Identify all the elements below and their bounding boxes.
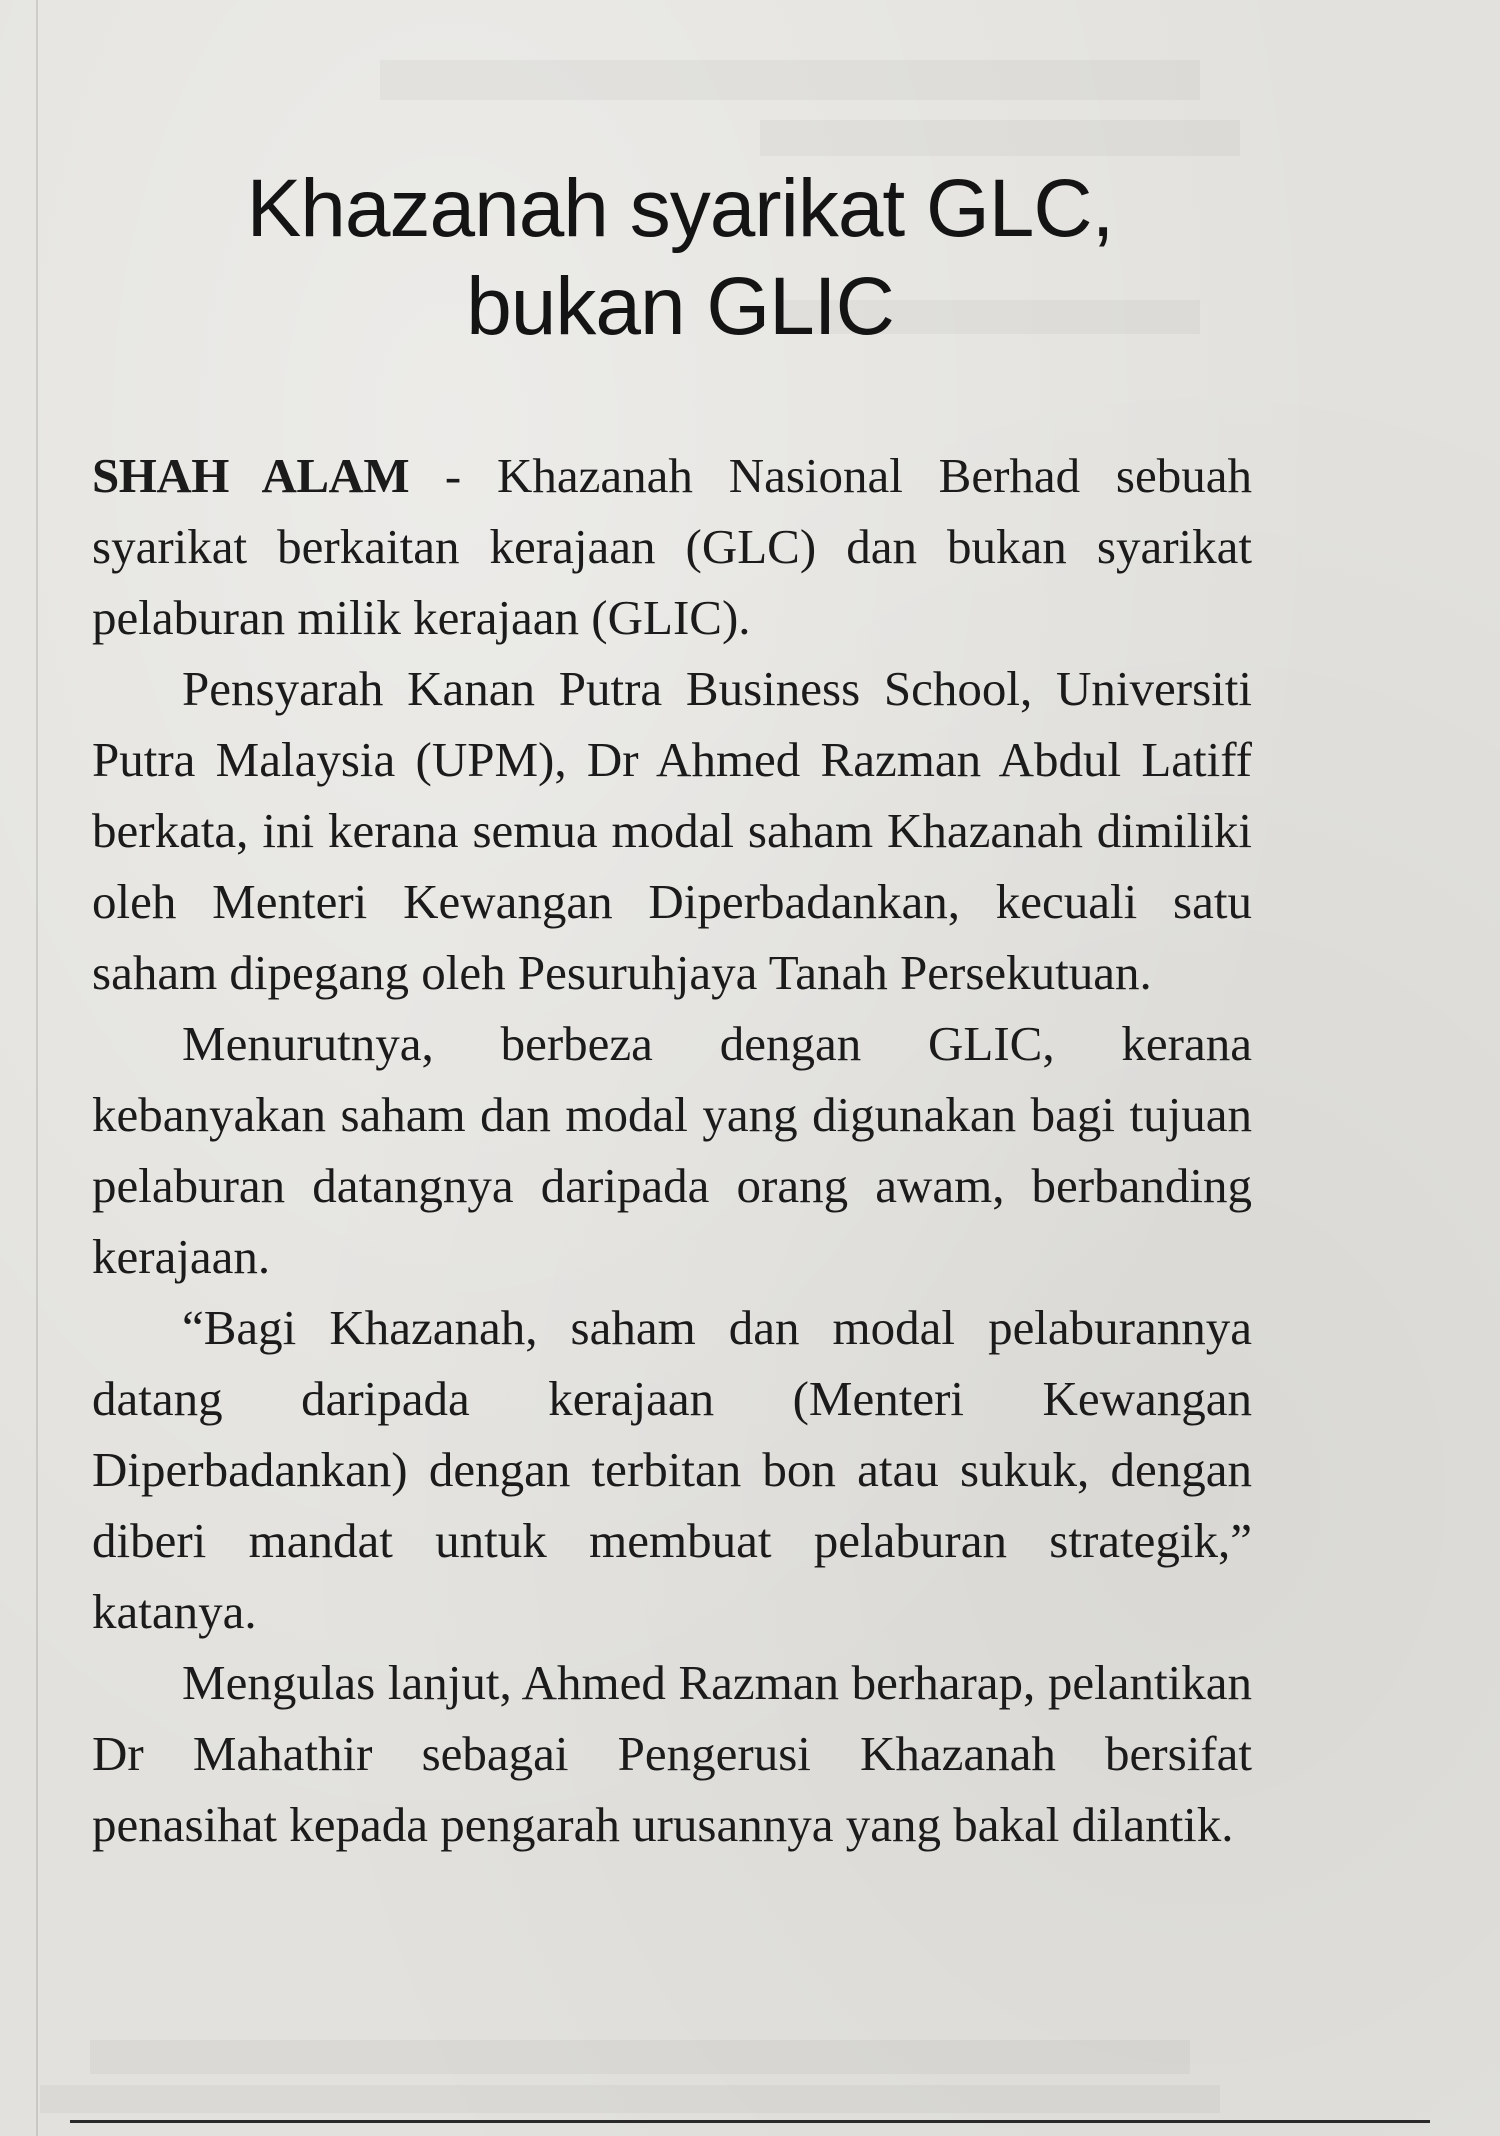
headline-line-2: bukan GLIC <box>466 261 894 352</box>
bleed-through-shadow <box>40 2085 1220 2113</box>
article-paragraph: Menurutnya, berbeza dengan GLIC, kerana kebanyakan saham dan modal yang digunakan bagi tujuan pelaburan datangnya daripada orang awam, berbanding kerajaan. <box>92 1016 1252 1284</box>
bleed-through-shadow <box>380 60 1200 100</box>
bottom-divider <box>70 2120 1430 2123</box>
article-body <box>92 440 1252 1860</box>
bleed-through-shadow <box>760 120 1240 156</box>
page-edge-shadow <box>36 0 38 2136</box>
headline <box>150 160 1210 356</box>
lead-paragraph <box>92 440 1252 653</box>
headline-line-1: Khazanah syarikat GLC, <box>246 163 1114 254</box>
lead-text: - Khazanah Nasional Berhad sebuah syarikat berkaitan kerajaan (GLC) dan bukan syarikat pelaburan milik kerajaan (GLIC). <box>92 448 1252 645</box>
dateline: SHAH ALAM <box>92 448 410 503</box>
article-paragraph: “Bagi Khazanah, saham dan modal pelaburannya datang daripada kerajaan (Menteri Kewangan Diperbadankan) dengan terbitan bon atau sukuk, dengan diberi mandat untuk membuat pelaburan strategik,” katanya. <box>92 1300 1252 1639</box>
article-paragraph: Pensyarah Kanan Putra Business School, Universiti Putra Malaysia (UPM), Dr Ahmed Razman Abdul Latiff berkata, ini kerana semua modal saham Khazanah dimiliki oleh Menteri Kewangan Diperbadankan, kecuali satu saham dipegang oleh Pesuruhjaya Tanah Persekutuan. <box>92 661 1252 1000</box>
article-paragraph: Mengulas lanjut, Ahmed Razman berharap, pelantikan Dr Mahathir sebagai Pengerusi Khazanah bersifat penasihat kepada pengarah urusannya yang bakal dilantik. <box>92 1655 1252 1852</box>
bleed-through-shadow <box>90 2040 1190 2074</box>
